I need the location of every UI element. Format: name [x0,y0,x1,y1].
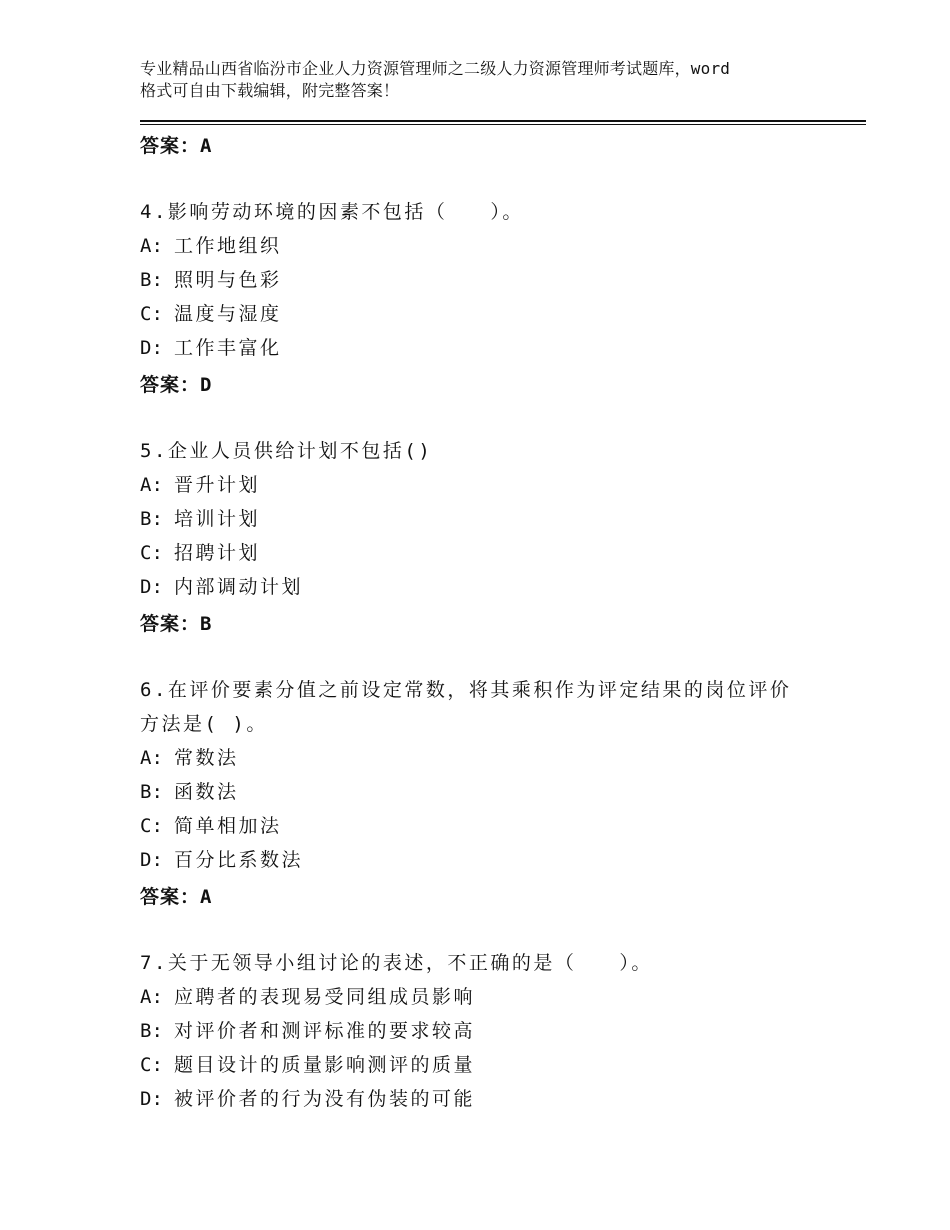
question-6-option-c [140,809,282,843]
option-text: 对评价者和测评标准的要求较高 [174,1020,476,1042]
option-text: 应聘者的表现易受同组成员影响 [174,986,476,1008]
question-5-stem: 5.企业人员供给计划不包括() [140,440,433,462]
option-letter: D: [140,337,163,359]
option-text: 百分比系数法 [174,849,304,871]
option-text: 照明与色彩 [174,269,282,291]
option-letter: B: [140,269,163,291]
option-letter: C: [140,815,163,837]
option-letter: D: [140,1088,163,1110]
question-7-option-a [140,980,475,1014]
question-5-option-a [140,468,260,502]
option-text: 题目设计的质量影响测评的质量 [174,1054,476,1076]
option-letter: B: [140,781,163,803]
question-7-option-d [140,1082,475,1116]
option-text: 工作地组织 [174,235,282,257]
option-letter: A: [140,986,163,1008]
question-4-option-d [140,331,282,365]
option-letter: C: [140,1054,163,1076]
question-6-option-b [140,775,239,809]
question-4-option-c [140,297,282,331]
question-6-option-a [140,741,239,775]
option-text: 温度与湿度 [174,303,282,325]
option-letter: B: [140,1020,163,1042]
question-6-stem-line-1: 6.在评价要素分值之前设定常数，将其乘积作为评定结果的岗位评价 [140,679,792,701]
header-divider [140,120,866,122]
option-text: 简单相加法 [174,815,282,837]
question-7-option-c [140,1048,475,1082]
option-letter: C: [140,542,163,564]
header-line-2: 格式可自由下载编辑，附完整答案！ [140,81,400,100]
previous-answer: 答案：A [140,135,213,157]
question-4-answer: 答案：D [140,374,213,396]
document-header [140,58,840,102]
question-4-option-b [140,263,282,297]
option-text: 培训计划 [174,508,261,530]
question-6-stem-line-2: 方法是( )。 [140,713,268,735]
question-4-option-a [140,229,282,263]
option-letter: D: [140,849,163,871]
option-letter: A: [140,747,163,769]
question-5-option-b [140,502,260,536]
question-7-stem: 7.关于无领导小组讨论的表述，不正确的是（ ）。 [140,952,653,974]
option-text: 招聘计划 [174,542,261,564]
question-7-option-b [140,1014,475,1048]
option-text: 函数法 [174,781,239,803]
option-text: 内部调动计划 [174,576,304,598]
question-6-option-d [140,843,303,877]
question-4-stem: 4.影响劳动环境的因素不包括（ ）。 [140,201,524,223]
question-6-answer: 答案：A [140,886,213,908]
question-5-option-d [140,570,303,604]
option-text: 工作丰富化 [174,337,282,359]
option-letter: A: [140,474,163,496]
header-line-1: 专业精品山西省临汾市企业人力资源管理师之二级人力资源管理师考试题库，word [140,59,731,78]
option-text: 晋升计划 [174,474,261,496]
option-text: 被评价者的行为没有伪装的可能 [174,1088,476,1110]
question-5-option-c [140,536,260,570]
option-letter: D: [140,576,163,598]
question-5-answer: 答案：B [140,613,213,635]
header-divider-thin [140,124,866,125]
option-text: 常数法 [174,747,239,769]
option-letter: C: [140,303,163,325]
option-letter: A: [140,235,163,257]
option-letter: B: [140,508,163,530]
